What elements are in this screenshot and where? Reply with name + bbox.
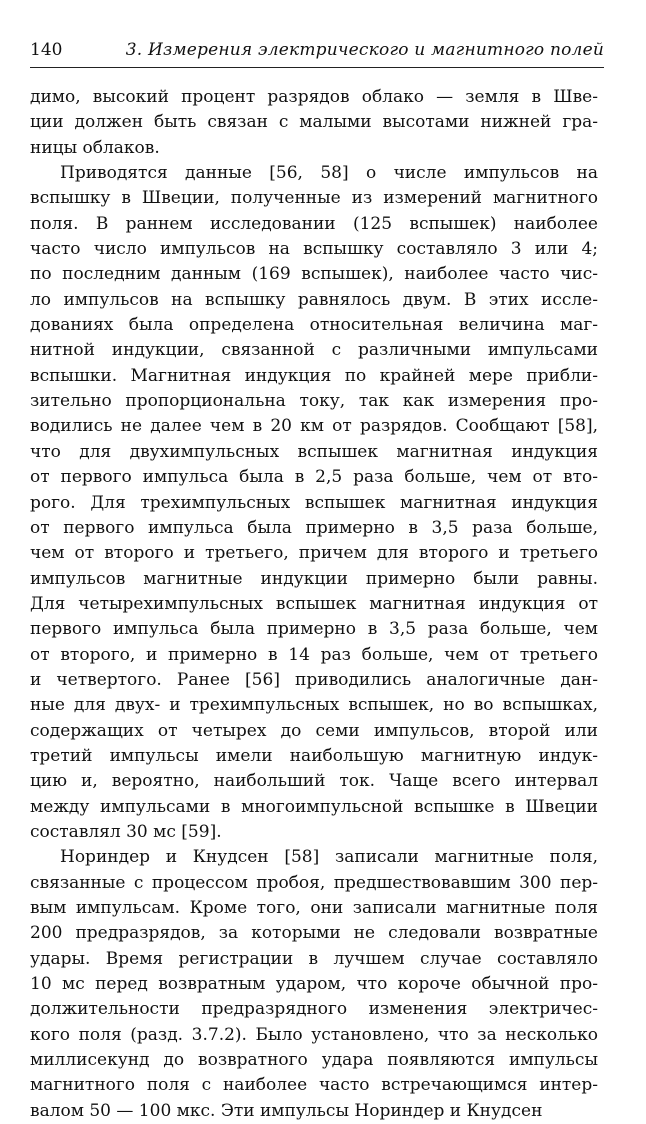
running-head <box>30 36 610 64</box>
text-line: вспышки. Магнитная индукция по крайней мере прибли- <box>30 365 598 386</box>
text-line: удары. Время регистрации в лучшем случае составляло <box>30 948 598 969</box>
text-line: водились не далее чем в 20 км от разрядов. Сообщают [58], <box>30 416 598 437</box>
paragraph <box>30 85 598 161</box>
text-line: составлял 30 мс [59]. <box>30 821 222 842</box>
text-line: вспышку в Швеции, полученные из измерений магнитного <box>30 188 598 209</box>
text-line: должительности предразрядного изменения электричес- <box>30 999 598 1020</box>
text-line: содержащих от четырех до семи импульсов, второй или <box>30 720 598 741</box>
text-line: кого поля (разд. 3.7.2). Было установлено, что за несколько <box>30 1024 598 1045</box>
text-line: Для четырехимпульсных вспышек магнитная индукция от <box>30 593 598 614</box>
text-line: валом 50 — 100 мкс. Эти импульсы Нориндер и Кнудсен <box>30 1100 543 1121</box>
text-line: что для двухимпульсных вспышек магнитная индукция <box>30 441 598 462</box>
text-line: ции должен быть связан с малыми высотами нижней гра- <box>30 112 598 133</box>
text-line: Приводятся данные [56, 58] о числе импульсов на <box>60 163 598 184</box>
text-line: нитной индукции, связанной с различными импульсами <box>30 340 598 361</box>
text-line: чем от второго и третьего, причем для второго и третьего <box>30 543 598 564</box>
text-line: между импульсами в многоимпульсной вспышке в Швеции <box>30 796 598 817</box>
text-line: от первого импульса была примерно в 3,5 раза больше, <box>30 517 598 538</box>
text-line: цию и, вероятно, наибольший ток. Чаще всего интервал <box>30 771 598 792</box>
text-line: часто число импульсов на вспышку составляло 3 или 4; <box>30 239 598 260</box>
text-line: вым импульсам. Кроме того, они записали магнитные поля <box>30 898 598 918</box>
text-line: Нориндер и Кнудсен [58] записали магнитные поля, <box>60 847 598 868</box>
text-line: магнитного поля с наиболее часто встречающимся интер- <box>30 1075 598 1096</box>
text-line: от первого импульса была в 2,5 раза больше, чем от вто- <box>30 467 598 488</box>
running-title: 3. Измерения электрического и магнитного полей <box>125 40 604 60</box>
body-text <box>30 85 598 1124</box>
paragraph <box>30 161 598 845</box>
text-line: ло импульсов на вспышку равнялось двум. В этих иссле- <box>30 289 598 310</box>
text-line: связанные с процессом пробоя, предшествовавшим 300 пер- <box>30 872 598 893</box>
header-rule <box>30 67 604 68</box>
text-line: ные для двух- и трехимпульсных вспышек, но во вспышках, <box>30 695 598 716</box>
text-line: димо, высокий процент разрядов облако — земля в Шве- <box>30 87 598 107</box>
paragraph <box>30 845 598 1124</box>
text-line: зительно пропорциональна току, так как измерения про- <box>30 391 598 412</box>
text-line: от второго, и примерно в 14 раз больше, чем от третьего <box>30 644 598 665</box>
text-line: импульсов магнитные индукции примерно были равны. <box>30 568 598 589</box>
text-line: рого. Для трехимпульсных вспышек магнитная индукция <box>30 492 598 513</box>
text-line: по последним данным (169 вспышек), наиболее часто чис- <box>30 264 598 285</box>
text-line: первого импульса была примерно в 3,5 раза больше, чем <box>30 619 598 640</box>
page-number: 140 <box>30 40 63 60</box>
text-line: 10 мс перед возвратным ударом, что короче обычной про- <box>30 974 598 995</box>
text-line: третий импульсы имели наибольшую магнитную индук- <box>30 745 598 766</box>
text-line: ницы облаков. <box>30 137 160 158</box>
text-line: поля. В раннем исследовании (125 вспышек) наиболее <box>30 213 598 234</box>
text-line: миллисекунд до возвратного удара появляются импульсы <box>30 1050 598 1071</box>
text-line: 200 предразрядов, за которыми не следовали возвратные <box>30 923 598 944</box>
text-line: и четвертого. Ранее [56] приводились аналогичные дан- <box>30 669 598 690</box>
text-line: дованиях была определена относительная величина маг- <box>30 315 598 336</box>
